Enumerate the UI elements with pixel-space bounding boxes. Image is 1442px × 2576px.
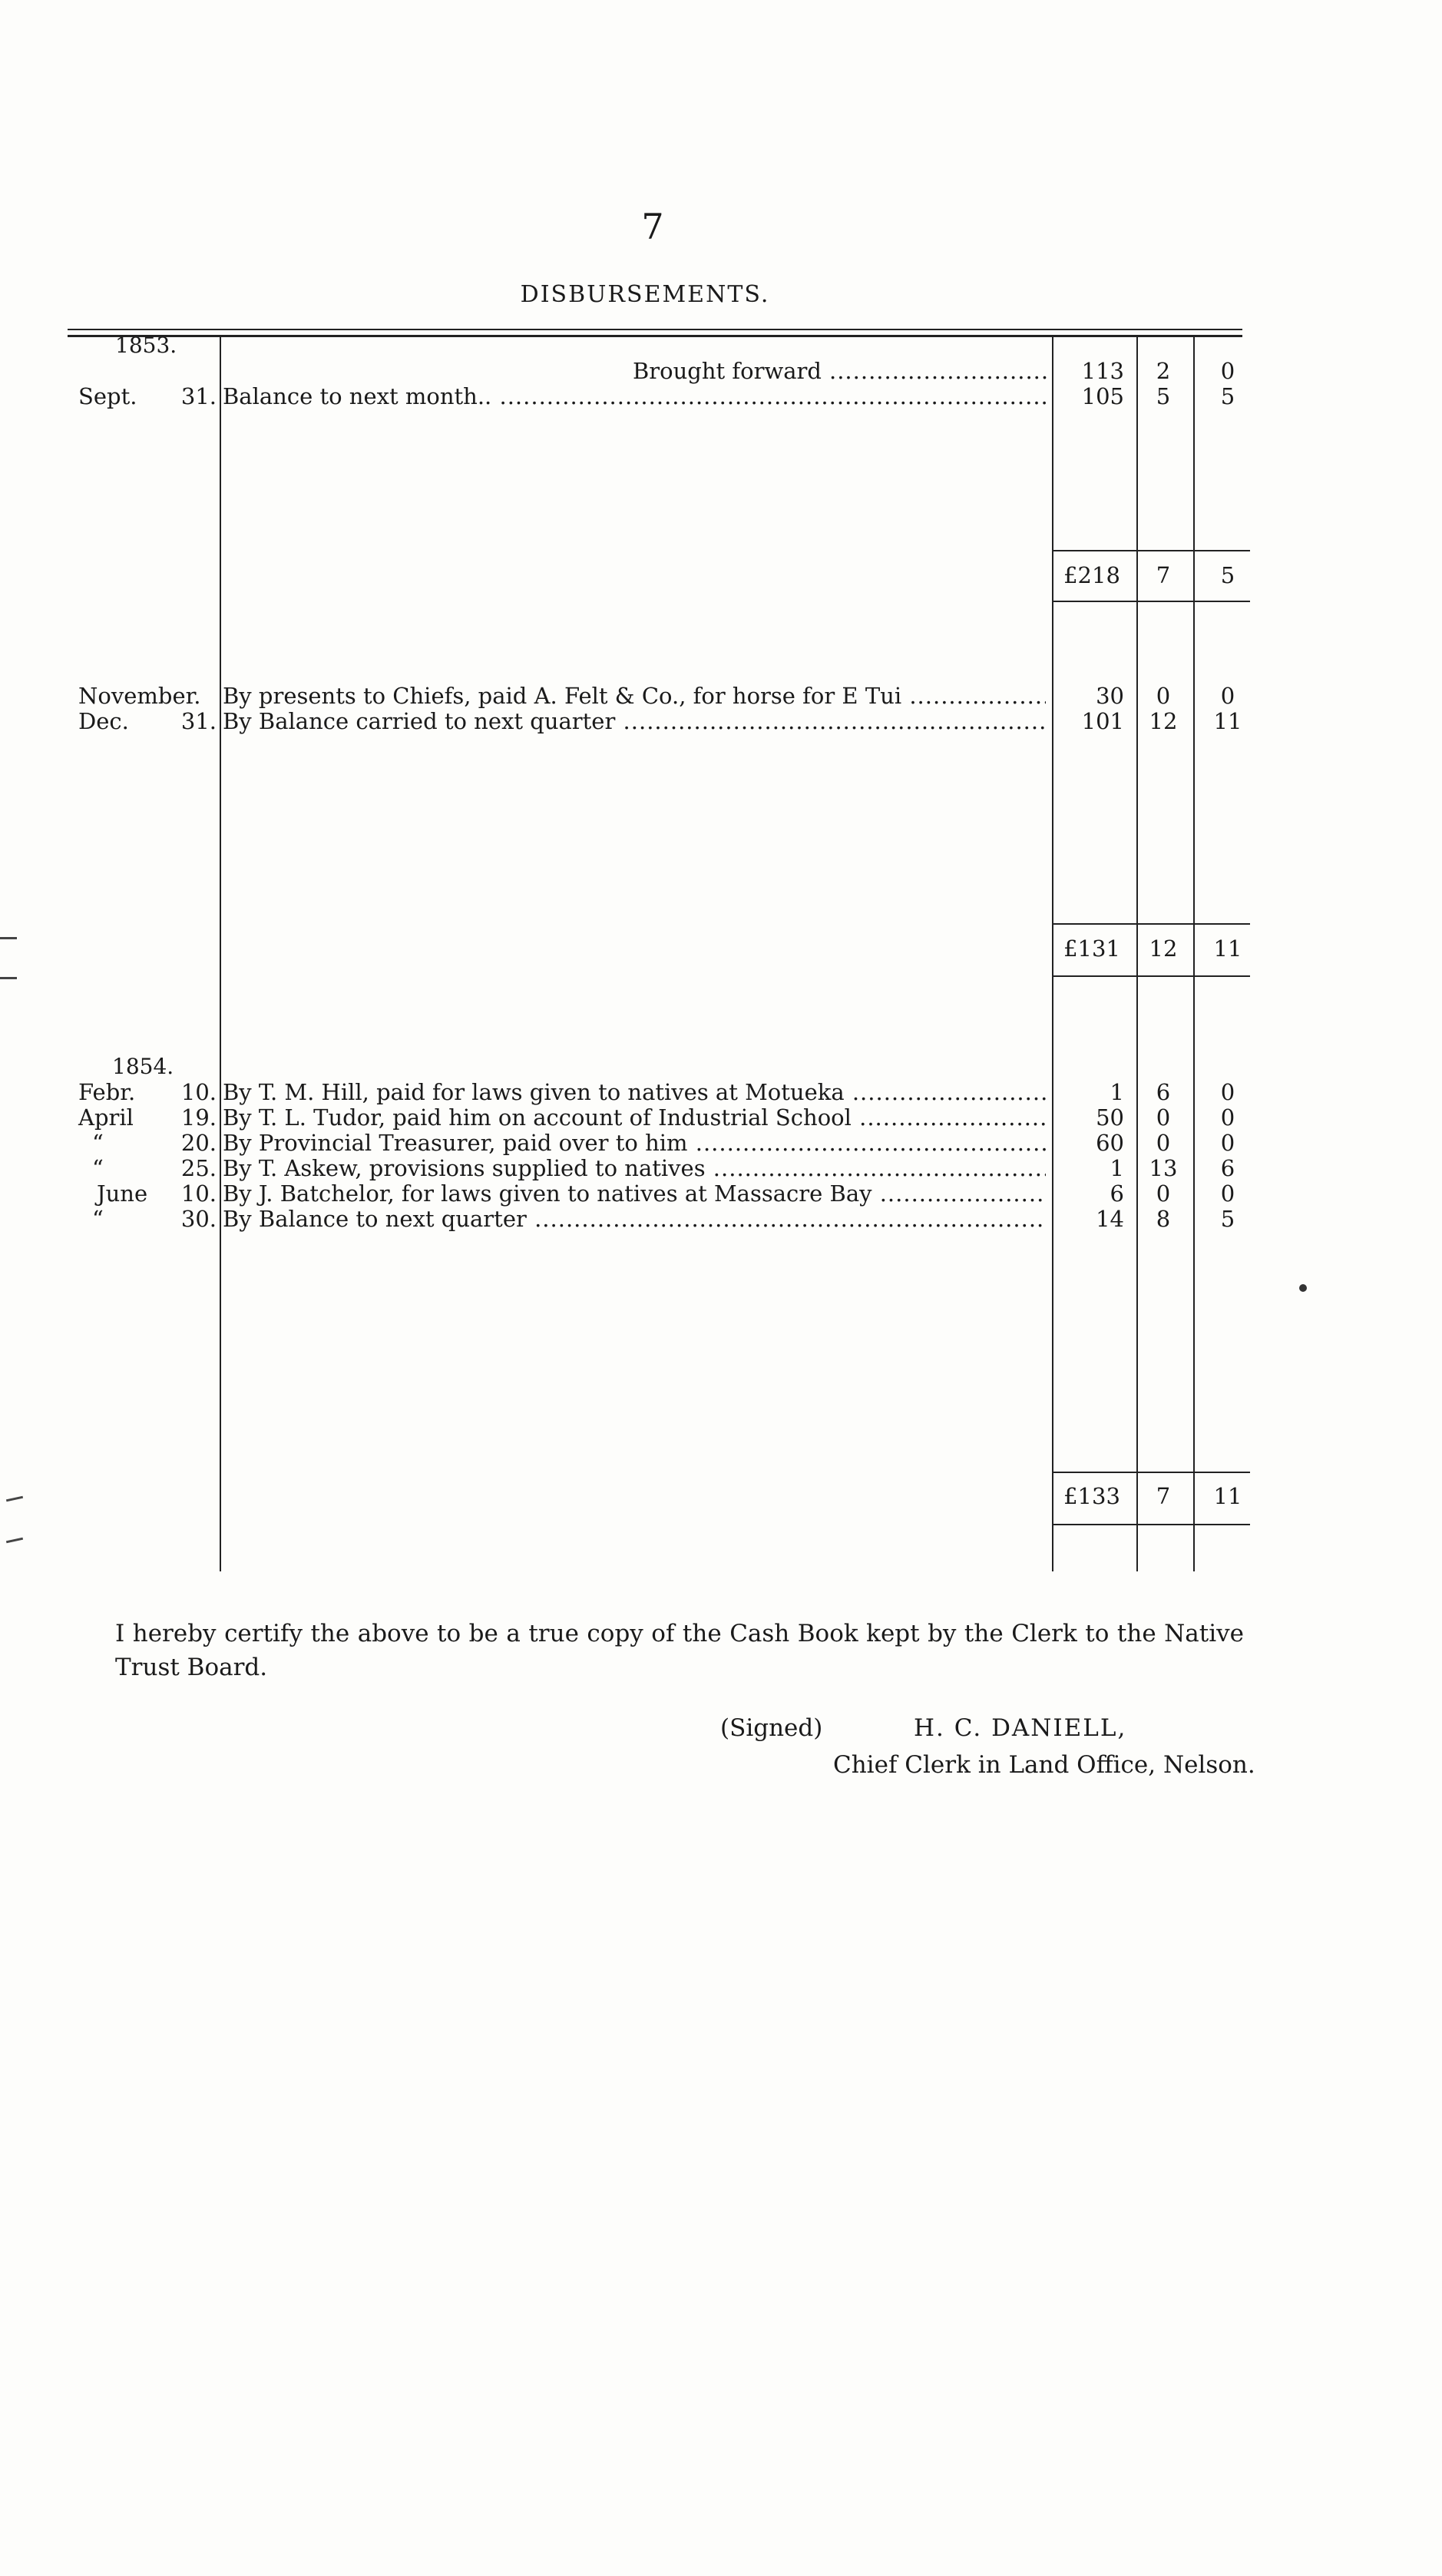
total-pence: 11 — [1213, 1483, 1242, 1509]
row-pence: 0 — [1220, 1180, 1235, 1207]
scan-edge-mark — [0, 937, 17, 939]
row-pounds: 105 — [1081, 383, 1124, 409]
row-shillings: 2 — [1156, 358, 1171, 384]
row-month: “ — [92, 1206, 104, 1232]
scan-edge-mark — [0, 977, 17, 979]
row-month: April — [78, 1104, 134, 1131]
total-pounds: £218 — [1063, 562, 1120, 588]
row-shillings: 6 — [1156, 1079, 1171, 1105]
row-pounds: 113 — [1081, 358, 1124, 384]
row-pounds: 101 — [1081, 708, 1124, 734]
total-shillings: 12 — [1149, 935, 1178, 962]
row-pounds: 1 — [1110, 1079, 1124, 1105]
row-day: 25. — [180, 1155, 217, 1181]
total-pounds: £131 — [1063, 935, 1120, 962]
row-pence: 0 — [1220, 683, 1235, 709]
row-shillings: 13 — [1149, 1155, 1178, 1181]
row-description: By presents to Chiefs, paid A. Felt & Co., for horse for E Tui ..... — [223, 684, 1046, 709]
row-month: “ — [92, 1155, 104, 1181]
row-pence: 0 — [1220, 358, 1235, 384]
total-rule — [1052, 601, 1250, 602]
row-pence: 0 — [1220, 1079, 1235, 1105]
certification-text: I hereby certify the above to be a true copy of the Cash Book kept by the Clerk to the Native Trust Board. — [115, 1620, 1244, 1681]
amount-column-divider — [1052, 336, 1053, 1571]
signer-title: Chief Clerk in Land Office, Nelson. — [833, 1751, 1255, 1779]
row-month: Dec. — [78, 708, 129, 734]
top-rule — [68, 329, 1242, 330]
row-shillings: 0 — [1156, 1104, 1171, 1131]
row-pence: 5 — [1220, 383, 1235, 409]
total-rule — [1052, 1524, 1250, 1525]
signer-name: H. C. DANIELL, — [914, 1714, 1127, 1742]
row-description: Brought forward — [632, 359, 822, 384]
row-pence: 0 — [1220, 1130, 1235, 1156]
total-pence: 5 — [1220, 562, 1235, 588]
row-month: November. — [78, 683, 201, 709]
total-rule — [1052, 923, 1250, 925]
row-pounds: 50 — [1096, 1104, 1124, 1131]
row-description: By T. Askew, provisions supplied to natives ..... — [223, 1156, 1046, 1181]
row-day: 20. — [180, 1130, 217, 1156]
row-leader — [829, 359, 1050, 384]
row-day: 10. — [180, 1079, 217, 1105]
row-month: “ — [92, 1130, 104, 1156]
row-description: By T. L. Tudor, paid him on account of Industrial School ..... — [223, 1105, 1046, 1131]
total-shillings: 7 — [1156, 1483, 1171, 1509]
total-rule — [1052, 550, 1250, 551]
ink-speck — [1299, 1284, 1307, 1292]
signed-label: (Signed) — [720, 1714, 823, 1742]
row-pounds: 1 — [1110, 1155, 1124, 1181]
total-rule — [1052, 975, 1250, 977]
scan-edge-mark — [6, 1538, 23, 1544]
row-pence: 0 — [1220, 1104, 1235, 1131]
total-pence: 11 — [1213, 935, 1242, 962]
row-description: By Balance to next quarter ..... — [223, 1207, 1046, 1232]
date-column-divider — [220, 336, 221, 1571]
row-description-label — [223, 359, 822, 384]
row-pounds: 14 — [1096, 1206, 1124, 1232]
year-label: 1854. — [112, 1054, 174, 1079]
row-description: By J. Batchelor, for laws given to natives at Massacre Bay ..... — [223, 1181, 1046, 1207]
row-shillings: 12 — [1149, 708, 1178, 734]
row-pounds: 60 — [1096, 1130, 1124, 1156]
row-pence: 5 — [1220, 1206, 1235, 1232]
row-pence: 11 — [1213, 708, 1242, 734]
row-description: Balance to next month.. ..... — [223, 384, 1046, 409]
row-shillings: 5 — [1156, 383, 1171, 409]
row-shillings: 0 — [1156, 1130, 1171, 1156]
row-shillings: 0 — [1156, 1180, 1171, 1207]
row-pounds: 6 — [1110, 1180, 1124, 1207]
pence-column-divider — [1193, 336, 1195, 1571]
row-day: 31. — [180, 383, 217, 409]
total-pounds: £133 — [1063, 1483, 1120, 1509]
row-shillings: 8 — [1156, 1206, 1171, 1232]
row-pence: 6 — [1220, 1155, 1235, 1181]
total-shillings: 7 — [1156, 562, 1171, 588]
section-title: DISBURSEMENTS. — [520, 281, 770, 308]
shillings-column-divider — [1136, 336, 1138, 1571]
year-label: 1853. — [115, 333, 177, 358]
row-day: 10. — [180, 1180, 217, 1207]
row-month: Sept. — [78, 383, 137, 409]
row-description: By Provincial Treasurer, paid over to him ..... — [223, 1131, 1046, 1156]
row-month: June — [97, 1180, 148, 1207]
scan-edge-mark — [6, 1496, 23, 1502]
row-month: Febr. — [78, 1079, 136, 1105]
row-pounds: 30 — [1096, 683, 1124, 709]
page-number: 7 — [641, 206, 664, 247]
top-rule-double — [68, 335, 1242, 337]
row-description: By T. M. Hill, paid for laws given to natives at Motueka ..... — [223, 1080, 1046, 1105]
row-description: By Balance carried to next quarter ..... — [223, 709, 1046, 734]
total-rule — [1052, 1472, 1250, 1473]
row-day: 30. — [180, 1206, 217, 1232]
row-day: 19. — [180, 1104, 217, 1131]
row-day: 31. — [180, 708, 217, 734]
row-shillings: 0 — [1156, 683, 1171, 709]
